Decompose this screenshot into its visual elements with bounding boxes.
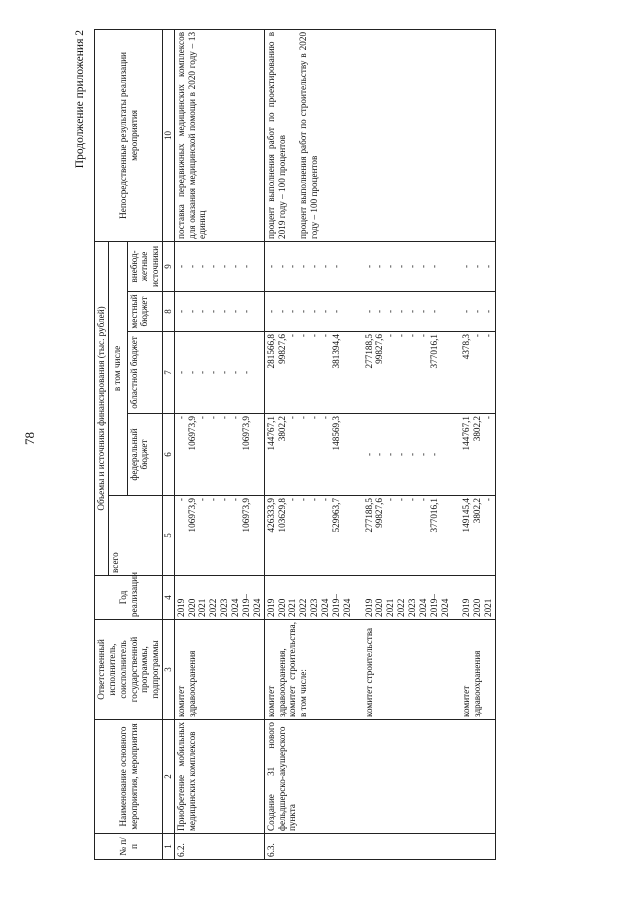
extrabudget-amount: - - - - - - - <box>354 241 452 291</box>
column-number: 4 <box>163 576 175 620</box>
regional-amount: 277188,5 99827,6 - - - - 377016,1 <box>354 332 452 414</box>
local-amount: - - - <box>451 292 495 332</box>
column-number: 2 <box>163 720 175 834</box>
measure-name <box>451 720 495 834</box>
header-col-federal: федеральный бюджет <box>127 414 163 496</box>
column-number: 9 <box>163 241 175 291</box>
column-number: 10 <box>163 29 175 241</box>
column-number: 1 <box>163 834 175 860</box>
extrabudget-amount: - - - - - - - <box>174 241 264 291</box>
header-col-year: Год реализации <box>95 576 163 620</box>
header-col-total: всего <box>108 496 162 576</box>
rotated-page-content <box>74 30 620 860</box>
header-col-result: Непосредственные результаты реализации мероприятия <box>95 29 163 241</box>
local-amount: - - - - - - - <box>174 292 264 332</box>
executor: комитет строительства <box>354 620 452 720</box>
table-row <box>264 29 353 859</box>
regional-amount: 281566,8 99827,6 - - - - 381394,4 <box>264 332 353 414</box>
federal-amount: 144767,1 3802,2 - <box>451 414 495 496</box>
column-number: 8 <box>163 292 175 332</box>
total-amount: - 106973,9 - - - - 106973,9 <box>174 496 264 576</box>
local-amount: - - - - - - - <box>264 292 353 332</box>
header-col-name: Наименование основного мероприятия, мероприятия <box>95 720 163 834</box>
header-col-financing: Объемы и источники финансирования (тыс. рублей) <box>95 241 109 575</box>
column-number: 3 <box>163 620 175 720</box>
row-number <box>451 834 495 860</box>
header-col-extrabudget: внебюд-жетные источники <box>127 241 163 291</box>
table-row <box>174 29 264 859</box>
extrabudget-amount: - - - <box>451 241 495 291</box>
measure-name <box>354 720 452 834</box>
federal-amount: 144767,1 3802,2 - - - - 148569,3 <box>264 414 353 496</box>
result-text <box>451 29 495 241</box>
measure-name: Создание 31 нового фельдшерско-акушерского пункта <box>264 720 353 834</box>
header-col-local: местный бюджет <box>127 292 163 332</box>
total-amount: 277188,5 99827,6 - - - - 377016,1 <box>354 496 452 576</box>
years: 2019 2020 2021 2022 2023 2024 2019–2024 <box>264 576 353 620</box>
federal-amount: - - - - - - - <box>354 414 452 496</box>
header-col-including: в том числе <box>108 241 127 495</box>
financing-table <box>94 29 496 860</box>
executor: комитет здравоохранения <box>451 620 495 720</box>
column-number: 6 <box>163 414 175 496</box>
header-col-num: № п/п <box>95 834 163 860</box>
total-amount: 426333,9 103629,8 - - - - 529963,7 <box>264 496 353 576</box>
result-text: процент выполнения работ по проектированию в 2019 году – 100 процентов процент выполнения работ по строительству в 2020 году – 100 процентов <box>264 29 353 241</box>
years: 2019 2020 2021 <box>451 576 495 620</box>
header-row-1 <box>95 29 109 859</box>
appendix-continuation-note: Продолжение приложения 2 <box>74 30 86 169</box>
extrabudget-amount: - - - - - - - <box>264 241 353 291</box>
table-row <box>354 29 452 859</box>
measure-name: Приобретение мобильных медицинских комплексов <box>174 720 264 834</box>
row-number <box>354 834 452 860</box>
column-number: 7 <box>163 332 175 414</box>
local-amount: - - - - - - - <box>354 292 452 332</box>
row-number: 6.3. <box>264 834 353 860</box>
page-number: 78 <box>22 432 37 445</box>
regional-amount: 4378,3 - - <box>451 332 495 414</box>
executor: комитет здравоохранения, комитет строительства, в том числе: <box>264 620 353 720</box>
column-number-row <box>163 29 175 859</box>
total-amount: 149145,4 3802,2 - <box>451 496 495 576</box>
column-number: 5 <box>163 496 175 576</box>
row-number: 6.2. <box>174 834 264 860</box>
header-col-regional: областной бюджет <box>127 332 163 414</box>
table-row <box>451 29 495 859</box>
years: 2019 2020 2021 2022 2023 2024 2019–2024 <box>354 576 452 620</box>
result-text <box>354 29 452 241</box>
executor: комитет здравоохранения <box>174 620 264 720</box>
header-col-executor: Ответственный исполнитель, соисполнитель государственной программы, подпрограммы <box>95 620 163 720</box>
result-text: поставка передвижных медицинских комплексов для оказания медицинской помощи в 2020 году – 13 единиц <box>174 29 264 241</box>
years: 2019 2020 2021 2022 2023 2024 2019–2024 <box>174 576 264 620</box>
federal-amount: - 106973,9 - - - - 106973,9 <box>174 414 264 496</box>
regional-amount: - - - - - - - <box>174 332 264 414</box>
